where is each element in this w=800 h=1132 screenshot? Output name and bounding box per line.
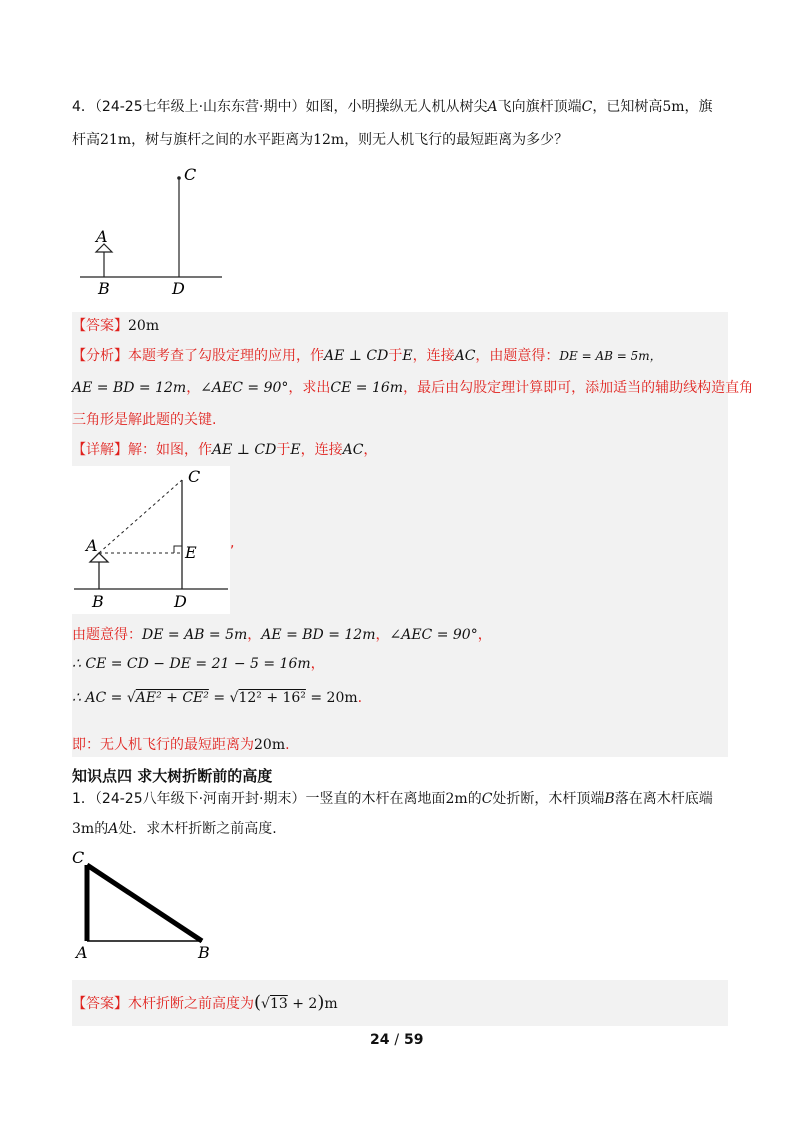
q4-figure	[72, 160, 232, 300]
page-number: 24 / 59	[370, 1032, 424, 1048]
label-b: B	[98, 279, 110, 298]
analysis-line2: AE = BD = 12m，∠AEC = 90°，求出CE = 16m，最后由勾股定理计算即可，添加适当的辅助线构造直角	[72, 380, 754, 396]
detail-step3: ∴ AC = √AE² + CE² = √12² + 16² = 20m.	[72, 690, 363, 706]
section-title: 知识点四 求大树折断前的高度	[72, 767, 273, 785]
q4-line2: 杆高21m，树与旗杆之间的水平距离为12m，则无人机飞行的最短距离为多少？	[72, 132, 569, 148]
label-b: B	[198, 943, 210, 962]
label-c: C	[188, 467, 201, 486]
detail-step2: ∴ CE = CD − DE = 21 − 5 = 16m，	[72, 656, 325, 672]
analysis-line1: 【分析】本题考查了勾股定理的应用，作AE ⊥ CD于E，连接AC，由题意得：DE = AB = 5m，	[72, 348, 662, 364]
pole-broken	[87, 865, 202, 941]
detail-line1: 【详解】解：如图，作AE ⊥ CD于E，连接AC，	[72, 442, 378, 458]
label-e: E	[185, 543, 197, 562]
answer-q4: 【答案】20m	[72, 318, 160, 334]
detail-figure	[72, 466, 230, 614]
detail-step1: 由题意得：DE = AB = 5m，AE = BD = 12m，∠AEC = 90°，	[72, 627, 492, 643]
q1-line2: 3m的A处．求木杆折断之前高度.	[72, 821, 277, 837]
detail-conclusion: 即：无人机飞行的最短距离为20m.	[72, 737, 290, 753]
label-b: B	[92, 592, 104, 611]
label-d: D	[172, 279, 185, 298]
analysis-line3: 三角形是解此题的关键.	[72, 412, 217, 428]
q1-line1: 1．（24-25八年级下·河南开封·期末）一竖直的木杆在离地面2m的C处折断，木杆顶端B落在离木杆底端	[72, 791, 713, 807]
q4-line1: 4．（24-25七年级上·山东东营·期中）如图，小明操纵无人机从树尖A飞向旗杆顶端C，已知树高5m，旗	[72, 99, 713, 115]
label-d: D	[174, 592, 187, 611]
answer-q1: 【答案】木杆折断之前高度为(√13 + 2)m	[72, 992, 338, 1013]
label-a: A	[86, 536, 98, 555]
figure-comma: ,	[230, 535, 235, 551]
label-c: C	[72, 848, 85, 867]
label-a: A	[76, 943, 88, 962]
label-a: A	[96, 227, 108, 246]
point-c	[177, 176, 181, 180]
q1-figure	[72, 845, 222, 965]
label-c: C	[184, 165, 197, 184]
